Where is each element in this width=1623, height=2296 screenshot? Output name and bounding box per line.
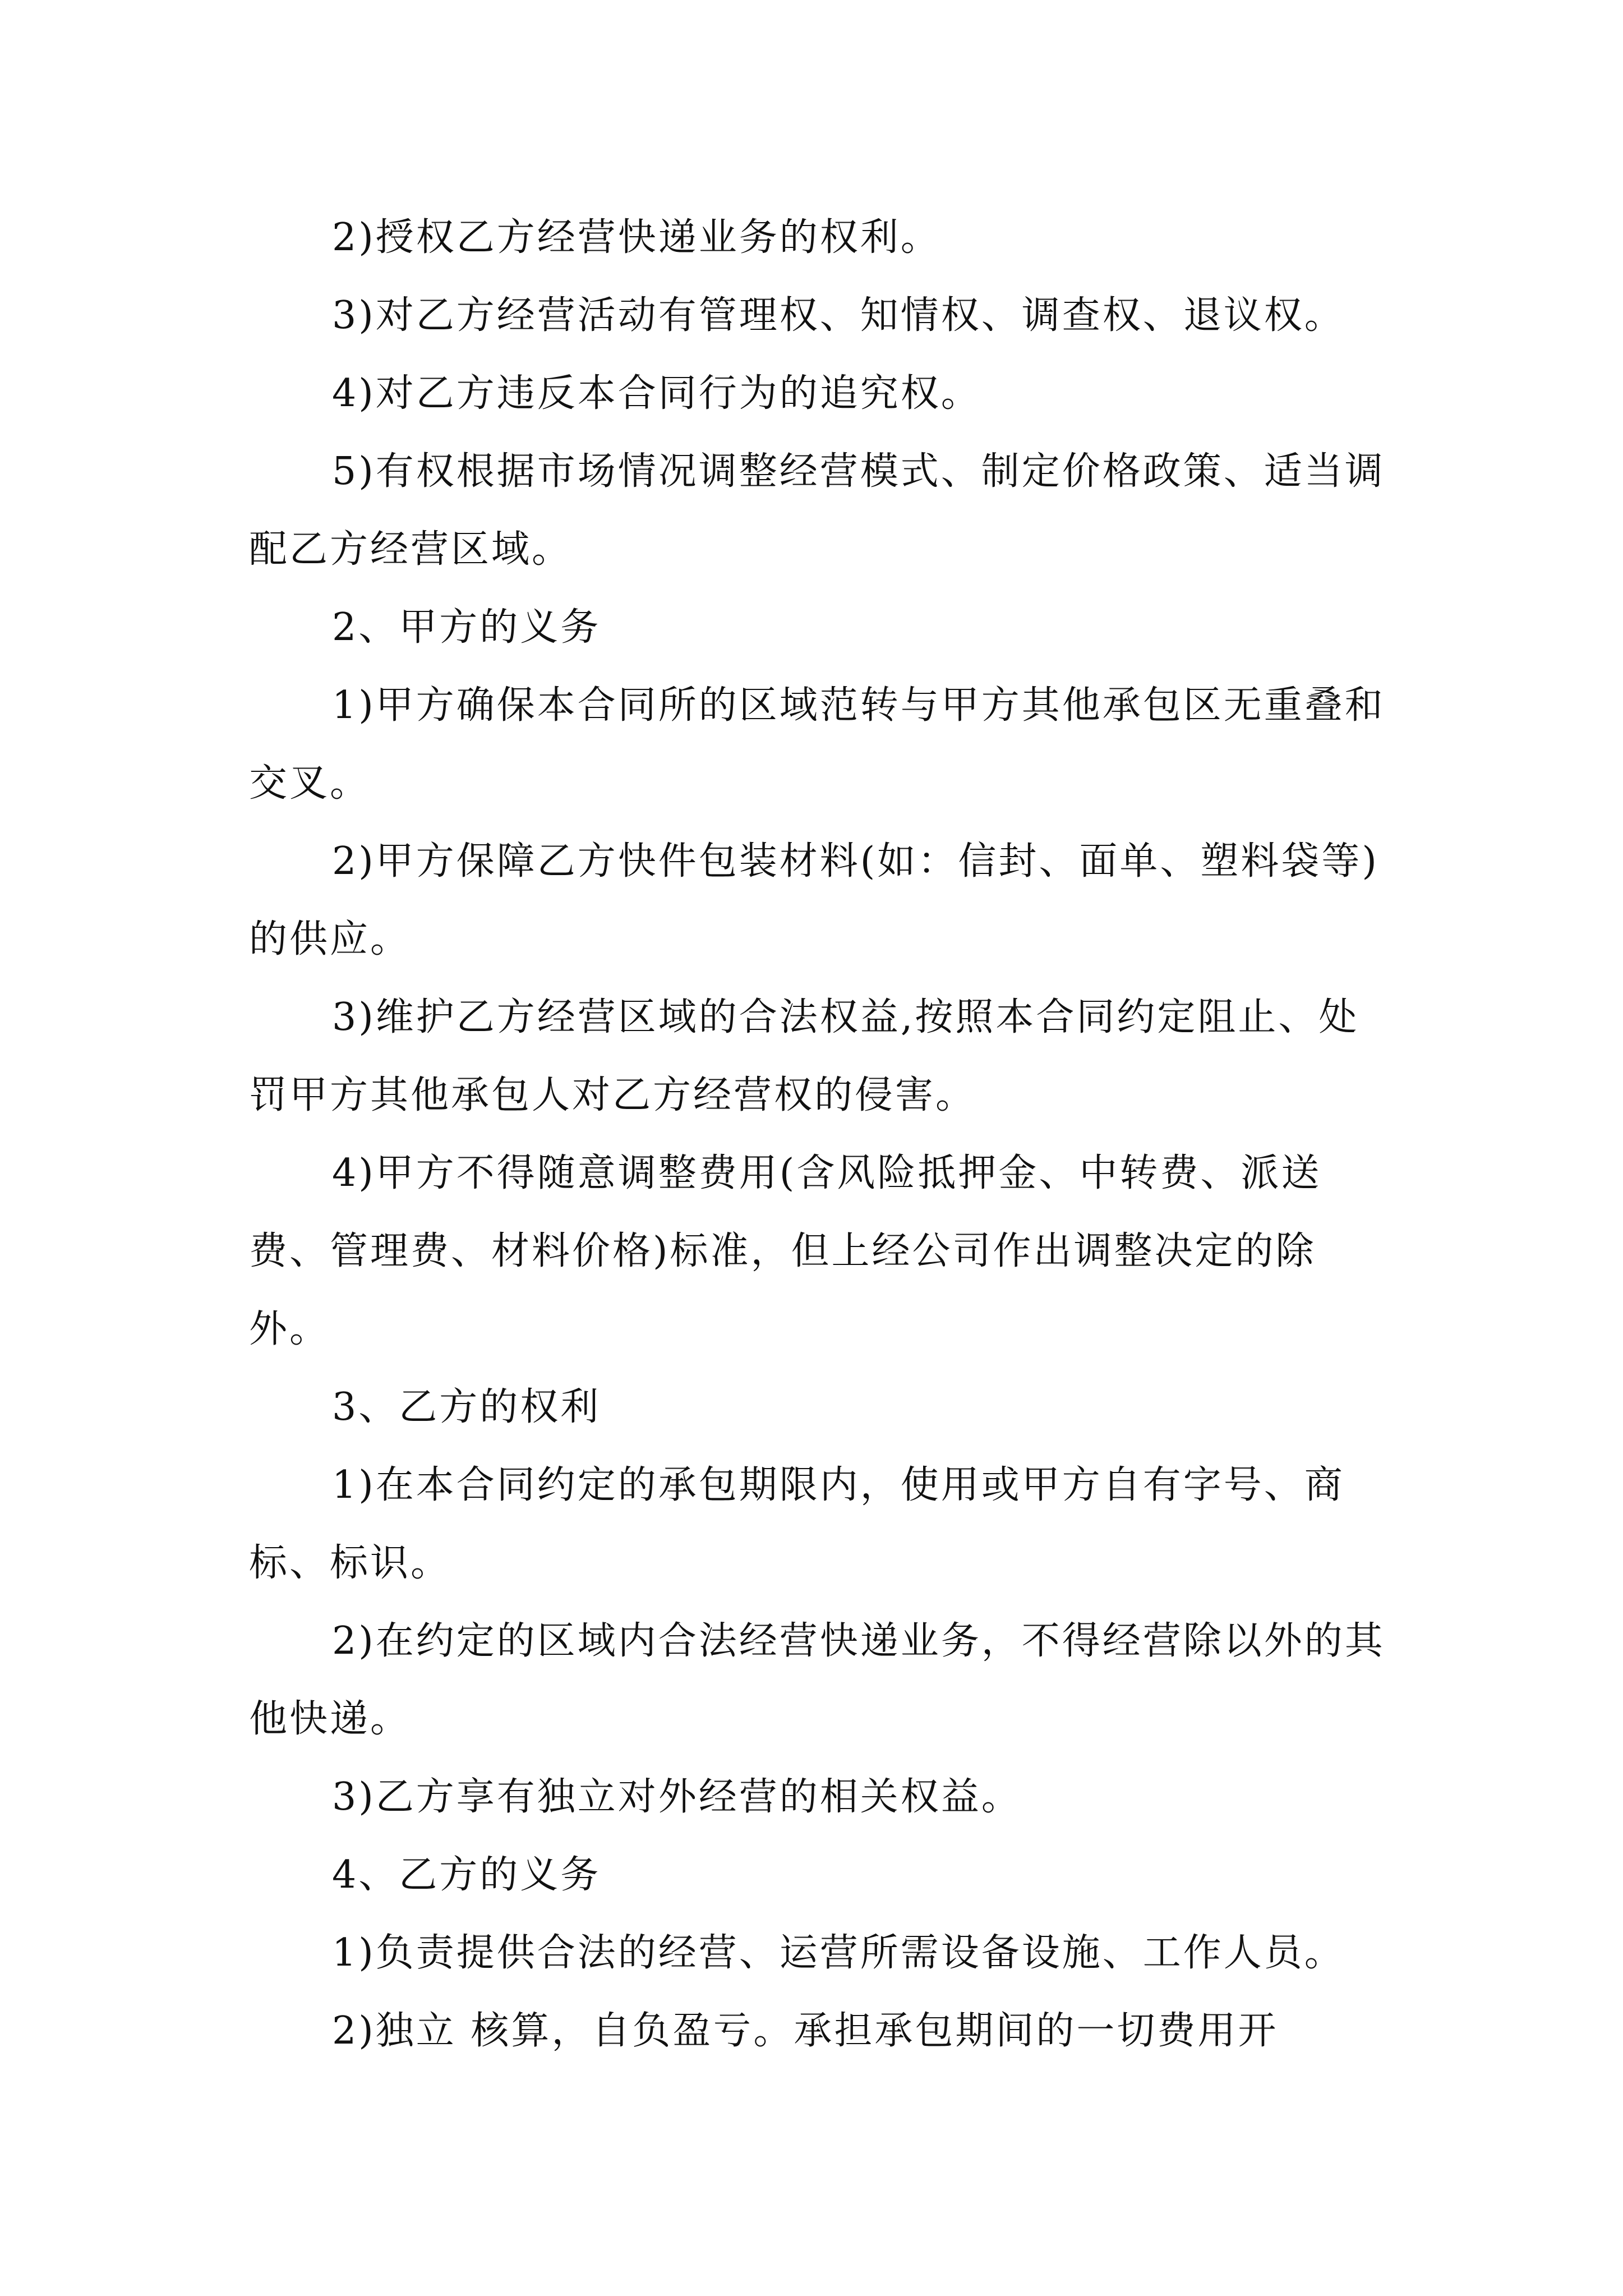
paragraph-yi-right-2: 2)在约定的区域内合法经营快递业务，不得经营除以外的其他快递。: [249, 1619, 1385, 1741]
section-heading-yi-rights: 3、乙方的权利: [332, 1385, 601, 1429]
paragraph-jia-obligation-2: 2)甲方保障乙方快件包装材料(如：信封、面单、塑料袋等)的供应。: [249, 839, 1379, 961]
paragraph-yi-obligation-1: 1)负责提供合法的经营、运营所需设备设施、工作人员。: [332, 1931, 1345, 1975]
paragraph-jia-right-2: 2)授权乙方经营快递业务的权利。: [332, 215, 941, 260]
section-heading-jia-obligations: 2、甲方的义务: [332, 605, 601, 650]
document-body: [249, 199, 1393, 2070]
paragraph-jia-right-4: 4)对乙方违反本合同行为的追究权。: [332, 371, 981, 416]
paragraph-jia-right-3: 3)对乙方经营活动有管理权、知情权、调查权、退议权。: [332, 293, 1345, 338]
paragraph-jia-right-5: 5)有权根据市场情况调整经营模式、制定价格政策、适当调配乙方经营区域。: [249, 449, 1385, 572]
paragraph-yi-right-3: 3)乙方享有独立对外经营的相关权益。: [332, 1775, 1022, 1819]
paragraph-jia-obligation-1: 1)甲方确保本合同所的区域范转与甲方其他承包区无重叠和交叉。: [249, 683, 1385, 806]
paragraph-jia-obligation-3: 3)维护乙方经营区域的合法权益,按照本合同约定阻止、处罚甲方其他承包人对乙方经营权的侵害。: [249, 995, 1359, 1117]
paragraph-yi-obligation-2: 2)独立 核算，自负盈亏。承担承包期间的一切费用开: [332, 2009, 1279, 2053]
section-heading-yi-obligations: 4、乙方的义务: [332, 1853, 601, 1897]
paragraph-yi-right-1: 1)在本合同约定的承包期限内，使用或甲方自有字号、商标、标识。: [249, 1463, 1345, 1585]
paragraph-jia-obligation-4: 4)甲方不得随意调整费用(含风险抵押金、中转费、派送费、管理费、材料价格)标准，但上经公司作出调整决定的除外。: [249, 1151, 1322, 1351]
